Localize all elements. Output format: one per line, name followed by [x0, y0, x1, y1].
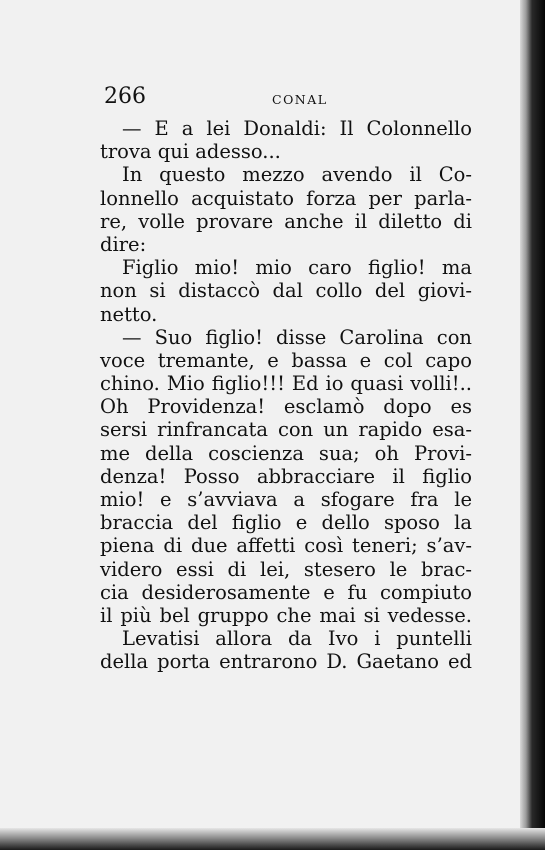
text-line: videro essi di lei, stesero le brac- [100, 557, 472, 581]
text-line: — E a lei Donaldi: Il Colonnello [122, 117, 472, 140]
text-line: della porta entrarono D. Gaetano ed [100, 650, 472, 674]
text-line: Oh Providenza! esclamò dopo es [100, 395, 472, 419]
text-line: re, volle provare anche il diletto di [100, 209, 472, 233]
page-edge-shadow-bottom [0, 828, 545, 850]
text-line: piena di due affetti così teneri; s’av- [100, 534, 472, 558]
page-edge-shadow-right [520, 0, 545, 850]
text-line: netto. [100, 302, 158, 326]
text-line: dire: [100, 232, 147, 256]
text-line: mio! e s’avviava a sfogare fra le [100, 488, 472, 511]
text-line: Levatisi allora da Ivo i puntelli [122, 627, 472, 651]
body-text [100, 117, 472, 674]
text-line: non si distaccò dal collo del giovi- [100, 279, 472, 303]
page-header [104, 84, 464, 114]
text-line: me della coscienza sua; oh Provi- [100, 441, 472, 465]
text-line: sersi rinfrancata con un rapido esa- [100, 418, 472, 442]
text-line: cia desiderosamente e fu compiuto [100, 580, 472, 604]
text-line: trova qui adesso... [100, 140, 281, 164]
running-title: CONAL [272, 92, 328, 107]
text-line: denza! Posso abbracciare il figlio [100, 464, 472, 488]
text-line: chino. Mio figlio!!! Ed io quasi volli!.. [100, 372, 472, 396]
text-line: — Suo figlio! disse Carolina con [122, 325, 472, 349]
text-line: lonnello acquistato forza per parla- [100, 186, 472, 210]
text-line: Figlio mio! mio caro figlio! ma [122, 256, 472, 280]
text-line: il più bel gruppo che mai si vedesse. [100, 603, 472, 627]
text-line: In questo mezzo avendo il Co- [122, 163, 472, 187]
text-line: voce tremante, e bassa e col capo [100, 348, 472, 372]
text-line: braccia del figlio e dello sposo la [100, 511, 472, 535]
page-number: 266 [104, 84, 146, 109]
